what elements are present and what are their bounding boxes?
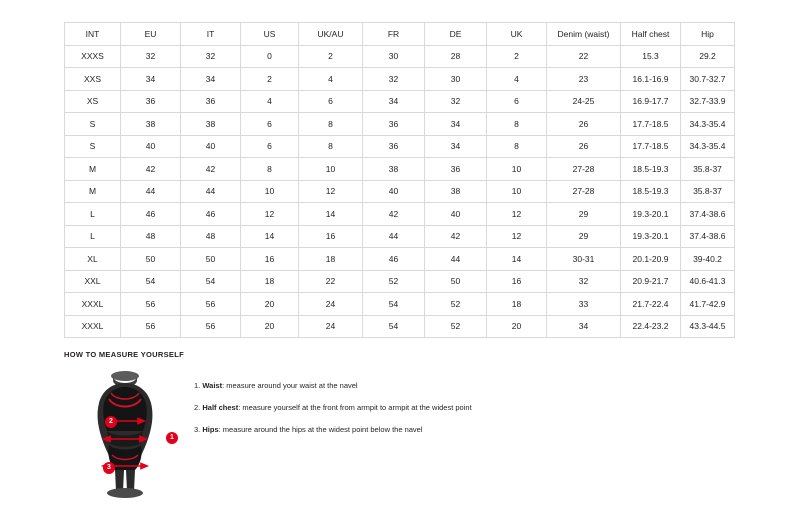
table-row: [65, 270, 735, 293]
note-index: 1.: [194, 381, 201, 390]
badge-2-half-chest: 2: [105, 416, 117, 428]
cell-us: 16: [241, 248, 299, 271]
cell-de: 30: [425, 68, 487, 91]
cell-uk: 2: [487, 45, 547, 68]
cell-int: XS: [65, 90, 121, 113]
cell-it: 50: [181, 248, 241, 271]
cell-uk: 20: [487, 315, 547, 338]
cell-fr: 38: [363, 158, 425, 181]
cell-de: 52: [425, 293, 487, 316]
cell-half-chest: 20.1-20.9: [621, 248, 681, 271]
cell-eu: 56: [121, 315, 181, 338]
cell-uk: 6: [487, 90, 547, 113]
cell-int: L: [65, 203, 121, 226]
how-to-measure-body: [64, 369, 744, 504]
cell-int: S: [65, 113, 121, 136]
cell-uk-au: 24: [299, 315, 363, 338]
cell-denim-waist: 24-25: [547, 90, 621, 113]
cell-hip: 37.4-38.6: [681, 203, 735, 226]
column-header-de: DE: [425, 23, 487, 46]
column-header-half-chest: Half chest: [621, 23, 681, 46]
cell-int: XL: [65, 248, 121, 271]
cell-de: 32: [425, 90, 487, 113]
cell-eu: 46: [121, 203, 181, 226]
size-conversion-table: [64, 22, 735, 338]
cell-uk: 16: [487, 270, 547, 293]
table-row: [65, 158, 735, 181]
cell-fr: 54: [363, 293, 425, 316]
cell-denim-waist: 29: [547, 225, 621, 248]
cell-fr: 46: [363, 248, 425, 271]
table-row: [65, 45, 735, 68]
cell-hip: 37.4-38.6: [681, 225, 735, 248]
cell-uk-au: 4: [299, 68, 363, 91]
column-header-denim-waist: Denim (waist): [547, 23, 621, 46]
cell-int: M: [65, 158, 121, 181]
cell-uk-au: 8: [299, 113, 363, 136]
table-row: [65, 90, 735, 113]
mannequin-figure-container: [64, 369, 184, 504]
table-row: [65, 225, 735, 248]
cell-denim-waist: 22: [547, 45, 621, 68]
table-row: [65, 135, 735, 158]
cell-uk-au: 16: [299, 225, 363, 248]
cell-denim-waist: 23: [547, 68, 621, 91]
cell-denim-waist: 32: [547, 270, 621, 293]
cell-us: 8: [241, 158, 299, 181]
cell-uk: 8: [487, 135, 547, 158]
cell-int: L: [65, 225, 121, 248]
cell-hip: 29.2: [681, 45, 735, 68]
cell-de: 38: [425, 180, 487, 203]
cell-half-chest: 19.3-20.1: [621, 203, 681, 226]
cell-int: XXS: [65, 68, 121, 91]
cell-uk-au: 22: [299, 270, 363, 293]
how-to-measure-section: [64, 350, 744, 504]
column-header-uk: UK: [487, 23, 547, 46]
cell-half-chest: 15.3: [621, 45, 681, 68]
cell-de: 34: [425, 113, 487, 136]
cell-denim-waist: 30-31: [547, 248, 621, 271]
cell-fr: 30: [363, 45, 425, 68]
cell-uk-au: 6: [299, 90, 363, 113]
cell-hip: 34.3-35.4: [681, 113, 735, 136]
cell-half-chest: 17.7-18.5: [621, 135, 681, 158]
cell-it: 40: [181, 135, 241, 158]
cell-hip: 40.6-41.3: [681, 270, 735, 293]
cell-de: 28: [425, 45, 487, 68]
note-term: Waist: [202, 381, 223, 390]
cell-half-chest: 21.7-22.4: [621, 293, 681, 316]
cell-it: 34: [181, 68, 241, 91]
cell-de: 44: [425, 248, 487, 271]
cell-fr: 44: [363, 225, 425, 248]
cell-uk: 10: [487, 158, 547, 181]
cell-fr: 52: [363, 270, 425, 293]
cell-hip: 43.3-44.5: [681, 315, 735, 338]
cell-eu: 56: [121, 293, 181, 316]
cell-uk-au: 14: [299, 203, 363, 226]
note-term: Half chest: [202, 402, 239, 412]
table-row: [65, 315, 735, 338]
measure-note-half-chest: [194, 403, 472, 413]
cell-us: 0: [241, 45, 299, 68]
cell-eu: 54: [121, 270, 181, 293]
table-row: [65, 203, 735, 226]
cell-hip: 32.7-33.9: [681, 90, 735, 113]
cell-hip: 30.7-32.7: [681, 68, 735, 91]
cell-it: 56: [181, 293, 241, 316]
cell-fr: 32: [363, 68, 425, 91]
cell-int: S: [65, 135, 121, 158]
table-row: [65, 248, 735, 271]
cell-denim-waist: 27-28: [547, 158, 621, 181]
cell-hip: 39-40.2: [681, 248, 735, 271]
cell-eu: 50: [121, 248, 181, 271]
cell-half-chest: 18.5-19.3: [621, 180, 681, 203]
cell-eu: 38: [121, 113, 181, 136]
mannequin-illustration: [82, 369, 174, 501]
cell-us: 20: [241, 315, 299, 338]
cell-half-chest: 18.5-19.3: [621, 158, 681, 181]
column-header-eu: EU: [121, 23, 181, 46]
cell-denim-waist: 33: [547, 293, 621, 316]
cell-eu: 40: [121, 135, 181, 158]
cell-fr: 34: [363, 90, 425, 113]
cell-us: 4: [241, 90, 299, 113]
table-row: [65, 293, 735, 316]
note-term: Hips: [202, 424, 219, 434]
cell-it: 36: [181, 90, 241, 113]
cell-it: 42: [181, 158, 241, 181]
cell-uk: 12: [487, 225, 547, 248]
table-row: [65, 180, 735, 203]
cell-hip: 35.8-37: [681, 180, 735, 203]
cell-denim-waist: 26: [547, 135, 621, 158]
cell-de: 36: [425, 158, 487, 181]
cell-eu: 36: [121, 90, 181, 113]
cell-it: 44: [181, 180, 241, 203]
cell-uk: 14: [487, 248, 547, 271]
cell-half-chest: 17.7-18.5: [621, 113, 681, 136]
cell-us: 14: [241, 225, 299, 248]
cell-de: 42: [425, 225, 487, 248]
badge-3-hips: 3: [103, 462, 115, 474]
measure-notes-list: [184, 369, 472, 446]
cell-eu: 32: [121, 45, 181, 68]
cell-denim-waist: 29: [547, 203, 621, 226]
cell-de: 34: [425, 135, 487, 158]
measure-note-hips: [194, 425, 472, 435]
cell-it: 46: [181, 203, 241, 226]
table-row: [65, 68, 735, 91]
measure-note-waist: [194, 381, 472, 391]
table-header-row: [65, 23, 735, 46]
cell-fr: 54: [363, 315, 425, 338]
cell-uk: 18: [487, 293, 547, 316]
cell-int: XXXL: [65, 293, 121, 316]
cell-eu: 44: [121, 180, 181, 203]
cell-de: 52: [425, 315, 487, 338]
cell-hip: 35.8-37: [681, 158, 735, 181]
column-header-it: IT: [181, 23, 241, 46]
note-index: 2.: [194, 402, 201, 412]
cell-it: 38: [181, 113, 241, 136]
cell-us: 12: [241, 203, 299, 226]
cell-uk: 8: [487, 113, 547, 136]
cell-uk: 10: [487, 180, 547, 203]
cell-int: XXXS: [65, 45, 121, 68]
cell-fr: 40: [363, 180, 425, 203]
cell-fr: 36: [363, 135, 425, 158]
cell-hip: 41.7-42.9: [681, 293, 735, 316]
cell-eu: 42: [121, 158, 181, 181]
cell-half-chest: 16.9-17.7: [621, 90, 681, 113]
cell-uk-au: 10: [299, 158, 363, 181]
cell-uk: 4: [487, 68, 547, 91]
cell-us: 6: [241, 135, 299, 158]
cell-us: 2: [241, 68, 299, 91]
cell-uk-au: 18: [299, 248, 363, 271]
cell-it: 32: [181, 45, 241, 68]
cell-us: 6: [241, 113, 299, 136]
cell-uk: 12: [487, 203, 547, 226]
mannequin-svg: [82, 369, 168, 501]
cell-denim-waist: 27-28: [547, 180, 621, 203]
table-row: [65, 113, 735, 136]
cell-uk-au: 8: [299, 135, 363, 158]
cell-half-chest: 16.1-16.9: [621, 68, 681, 91]
note-text: : measure yourself at the front from armpit to armpit at the widest point: [238, 402, 472, 412]
cell-denim-waist: 26: [547, 113, 621, 136]
cell-int: M: [65, 180, 121, 203]
size-table-container: [64, 22, 734, 338]
badge-1-waist: 1: [166, 432, 178, 444]
note-text: : measure around the hips at the widest point below the navel: [218, 424, 423, 434]
cell-fr: 42: [363, 203, 425, 226]
cell-eu: 34: [121, 68, 181, 91]
cell-int: XXL: [65, 270, 121, 293]
cell-eu: 48: [121, 225, 181, 248]
cell-uk-au: 2: [299, 45, 363, 68]
cell-int: XXXL: [65, 315, 121, 338]
cell-de: 50: [425, 270, 487, 293]
note-index: 3.: [194, 424, 201, 434]
column-header-fr: FR: [363, 23, 425, 46]
cell-it: 54: [181, 270, 241, 293]
cell-us: 10: [241, 180, 299, 203]
column-header-hip: Hip: [681, 23, 735, 46]
cell-hip: 34.3-35.4: [681, 135, 735, 158]
cell-half-chest: 22.4-23.2: [621, 315, 681, 338]
cell-half-chest: 20.9-21.7: [621, 270, 681, 293]
column-header-int: INT: [65, 23, 121, 46]
column-header-us: US: [241, 23, 299, 46]
column-header-uk-au: UK/AU: [299, 23, 363, 46]
cell-denim-waist: 34: [547, 315, 621, 338]
cell-uk-au: 24: [299, 293, 363, 316]
cell-half-chest: 19.3-20.1: [621, 225, 681, 248]
cell-it: 48: [181, 225, 241, 248]
cell-fr: 36: [363, 113, 425, 136]
cell-de: 40: [425, 203, 487, 226]
cell-uk-au: 12: [299, 180, 363, 203]
cell-us: 18: [241, 270, 299, 293]
note-text: : measure around your waist at the navel: [222, 381, 358, 390]
cell-it: 56: [181, 315, 241, 338]
cell-us: 20: [241, 293, 299, 316]
how-to-measure-title: HOW TO MEASURE YOURSELF: [64, 350, 184, 359]
